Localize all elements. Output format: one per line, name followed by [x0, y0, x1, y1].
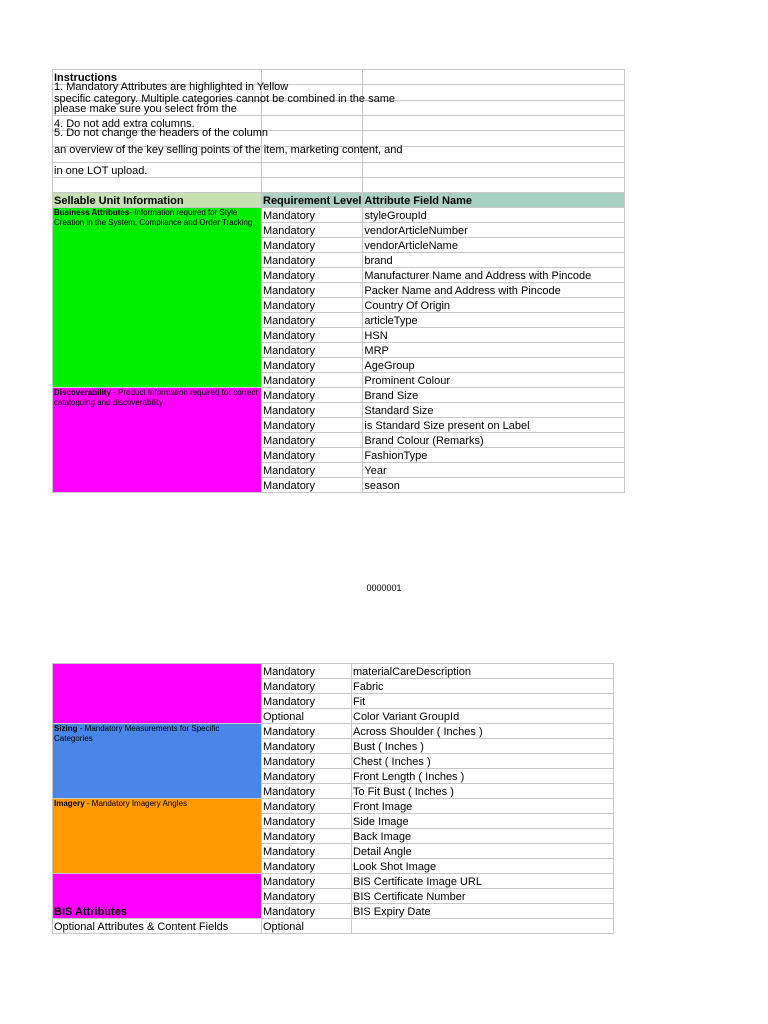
instruction-line-6: an overview of the key selling points of the item, marketing content, and	[53, 147, 262, 163]
requirement-level-cell: Optional	[262, 709, 352, 724]
attribute-field-cell: season	[363, 478, 625, 493]
attribute-field-cell: Look Shot Image	[352, 859, 614, 874]
optional-attributes-label: Optional Attributes & Content Fields	[53, 919, 262, 934]
attribute-field-cell: vendorArticleName	[363, 238, 625, 253]
requirement-level-cell: Mandatory	[262, 829, 352, 844]
imagery-group-title: Imagery	[54, 799, 85, 808]
business-attributes-group-title: Business Attributes	[54, 208, 130, 217]
requirement-level-cell: Mandatory	[262, 754, 352, 769]
requirement-level-cell: Mandatory	[262, 403, 363, 418]
attribute-field-cell: Fit	[352, 694, 614, 709]
attribute-field-cell: Front Length ( Inches )	[352, 769, 614, 784]
attribute-field-cell: Chest ( Inches )	[352, 754, 614, 769]
requirement-level-cell: Mandatory	[262, 283, 363, 298]
attribute-field-cell: BIS Certificate Image URL	[352, 874, 614, 889]
requirement-level-header: Requirement Level	[262, 193, 363, 208]
attribute-field-cell: Side Image	[352, 814, 614, 829]
attribute-field-cell: Back Image	[352, 829, 614, 844]
requirement-level-cell: Mandatory	[262, 784, 352, 799]
table-row	[53, 208, 625, 223]
requirement-level-cell: Mandatory	[262, 268, 363, 283]
requirement-level-cell: Mandatory	[262, 814, 352, 829]
requirement-level-cell: Mandatory	[262, 418, 363, 433]
attribute-field-cell: is Standard Size present on Label	[363, 418, 625, 433]
attribute-field-cell: FashionType	[363, 448, 625, 463]
table-row	[53, 919, 614, 934]
table-row	[53, 724, 614, 739]
attribute-field-cell: BIS Expiry Date	[352, 904, 614, 919]
bis-attributes-group	[53, 874, 262, 919]
requirement-level-cell: Mandatory	[262, 739, 352, 754]
attribute-field-cell: Prominent Colour	[363, 373, 625, 388]
discoverability-group-title: Discoverability	[54, 388, 111, 397]
table-row	[53, 799, 614, 814]
instruction-line-1: 1. Mandatory Attributes are highlighted in Yellow specific category. Multiple categories cannot be combined in the same	[54, 81, 395, 105]
requirement-level-cell: Mandatory	[262, 463, 363, 478]
section-header: Sellable Unit Information	[53, 193, 262, 208]
discoverability-group-description: - Product Information required for correct cataloguing and discoverability	[54, 388, 258, 407]
requirement-level-cell: Mandatory	[262, 253, 363, 268]
attribute-field-cell: vendorArticleNumber	[363, 223, 625, 238]
attribute-field-cell: materialCareDescription	[352, 664, 614, 679]
table-row	[53, 664, 614, 679]
requirement-level-cell: Mandatory	[262, 328, 363, 343]
attribute-field-cell: Manufacturer Name and Address with Pincode	[363, 268, 625, 283]
attribute-field-cell: Country Of Origin	[363, 298, 625, 313]
requirement-level-cell: Mandatory	[262, 238, 363, 253]
attribute-field-cell: BIS Certificate Number	[352, 889, 614, 904]
requirement-level-cell: Mandatory	[262, 844, 352, 859]
requirement-level-cell: Mandatory	[262, 223, 363, 238]
attribute-field-cell	[352, 919, 614, 934]
requirement-level-cell: Optional	[262, 919, 352, 934]
instructions-title: Instructions	[53, 70, 262, 85]
attribute-field-cell: Brand Colour (Remarks)	[363, 433, 625, 448]
bis-attributes-title: BIS Attributes	[54, 906, 127, 918]
attribute-field-cell: Across Shoulder ( Inches )	[352, 724, 614, 739]
sizing-group	[53, 724, 262, 799]
business-attributes-group-description: - Information required for Style Creation in the System, Compliance and Order Tracking	[54, 208, 253, 227]
attribute-field-cell: Brand Size	[363, 388, 625, 403]
instruction-line-4: 4. Do not add extra columns.	[53, 116, 262, 131]
requirement-level-cell: Mandatory	[262, 859, 352, 874]
imagery-group-description: - Mandatory Imagery Angles	[84, 799, 187, 808]
requirement-level-cell: Mandatory	[262, 433, 363, 448]
attribute-field-cell: styleGroupId	[363, 208, 625, 223]
requirement-level-cell: Mandatory	[262, 343, 363, 358]
business-attributes-group	[53, 208, 262, 388]
attribute-field-cell: Front Image	[352, 799, 614, 814]
requirement-level-cell: Mandatory	[262, 448, 363, 463]
instruction-line-3: please make sure you select from the	[53, 101, 262, 116]
requirement-level-cell: Mandatory	[262, 313, 363, 328]
attribute-field-cell: To Fit Bust ( Inches )	[352, 784, 614, 799]
requirement-level-cell: Mandatory	[262, 904, 352, 919]
sizing-group-title: Sizing	[54, 724, 78, 733]
attribute-field-cell: AgeGroup	[363, 358, 625, 373]
instruction-line-7: in one LOT upload.	[53, 163, 262, 178]
requirement-level-cell: Mandatory	[262, 358, 363, 373]
requirement-level-cell: Mandatory	[262, 769, 352, 784]
requirement-level-cell: Mandatory	[262, 874, 352, 889]
requirement-level-cell: Mandatory	[262, 679, 352, 694]
attribute-field-cell: Fabric	[352, 679, 614, 694]
requirement-level-cell: Mandatory	[262, 694, 352, 709]
requirement-level-cell: Mandatory	[262, 208, 363, 223]
page-number: 0000001	[366, 583, 402, 593]
attribute-field-cell: HSN	[363, 328, 625, 343]
attribute-field-cell: articleType	[363, 313, 625, 328]
requirement-level-cell: Mandatory	[262, 889, 352, 904]
attribute-field-cell: Bust ( Inches )	[352, 739, 614, 754]
attribute-field-cell: MRP	[363, 343, 625, 358]
instructions-sheet-page-1	[52, 69, 625, 493]
attribute-field-cell: Standard Size	[363, 403, 625, 418]
attribute-field-header: Attribute Field Name	[363, 193, 625, 208]
discoverability-group	[53, 388, 262, 493]
attribute-field-cell: Packer Name and Address with Pincode	[363, 283, 625, 298]
discoverability-continued-group	[53, 664, 262, 724]
requirement-level-cell: Mandatory	[262, 298, 363, 313]
attribute-field-cell: brand	[363, 253, 625, 268]
requirement-level-cell: Mandatory	[262, 724, 352, 739]
requirement-level-cell: Mandatory	[262, 373, 363, 388]
requirement-level-cell: Mandatory	[262, 388, 363, 403]
table-row	[53, 388, 625, 403]
table-row	[53, 874, 614, 889]
attribute-field-cell: Year	[363, 463, 625, 478]
sizing-group-description: - Mandatory Measurements for Specific Categories	[54, 724, 220, 743]
instruction-line-5: 5. Do not change the headers of the column	[53, 131, 262, 147]
attribute-field-cell: Detail Angle	[352, 844, 614, 859]
attribute-field-cell: Color Variant GroupId	[352, 709, 614, 724]
requirement-level-cell: Mandatory	[262, 664, 352, 679]
requirement-level-cell: Mandatory	[262, 799, 352, 814]
imagery-group	[53, 799, 262, 874]
requirement-level-cell: Mandatory	[262, 478, 363, 493]
instructions-sheet-page-2	[52, 663, 614, 934]
